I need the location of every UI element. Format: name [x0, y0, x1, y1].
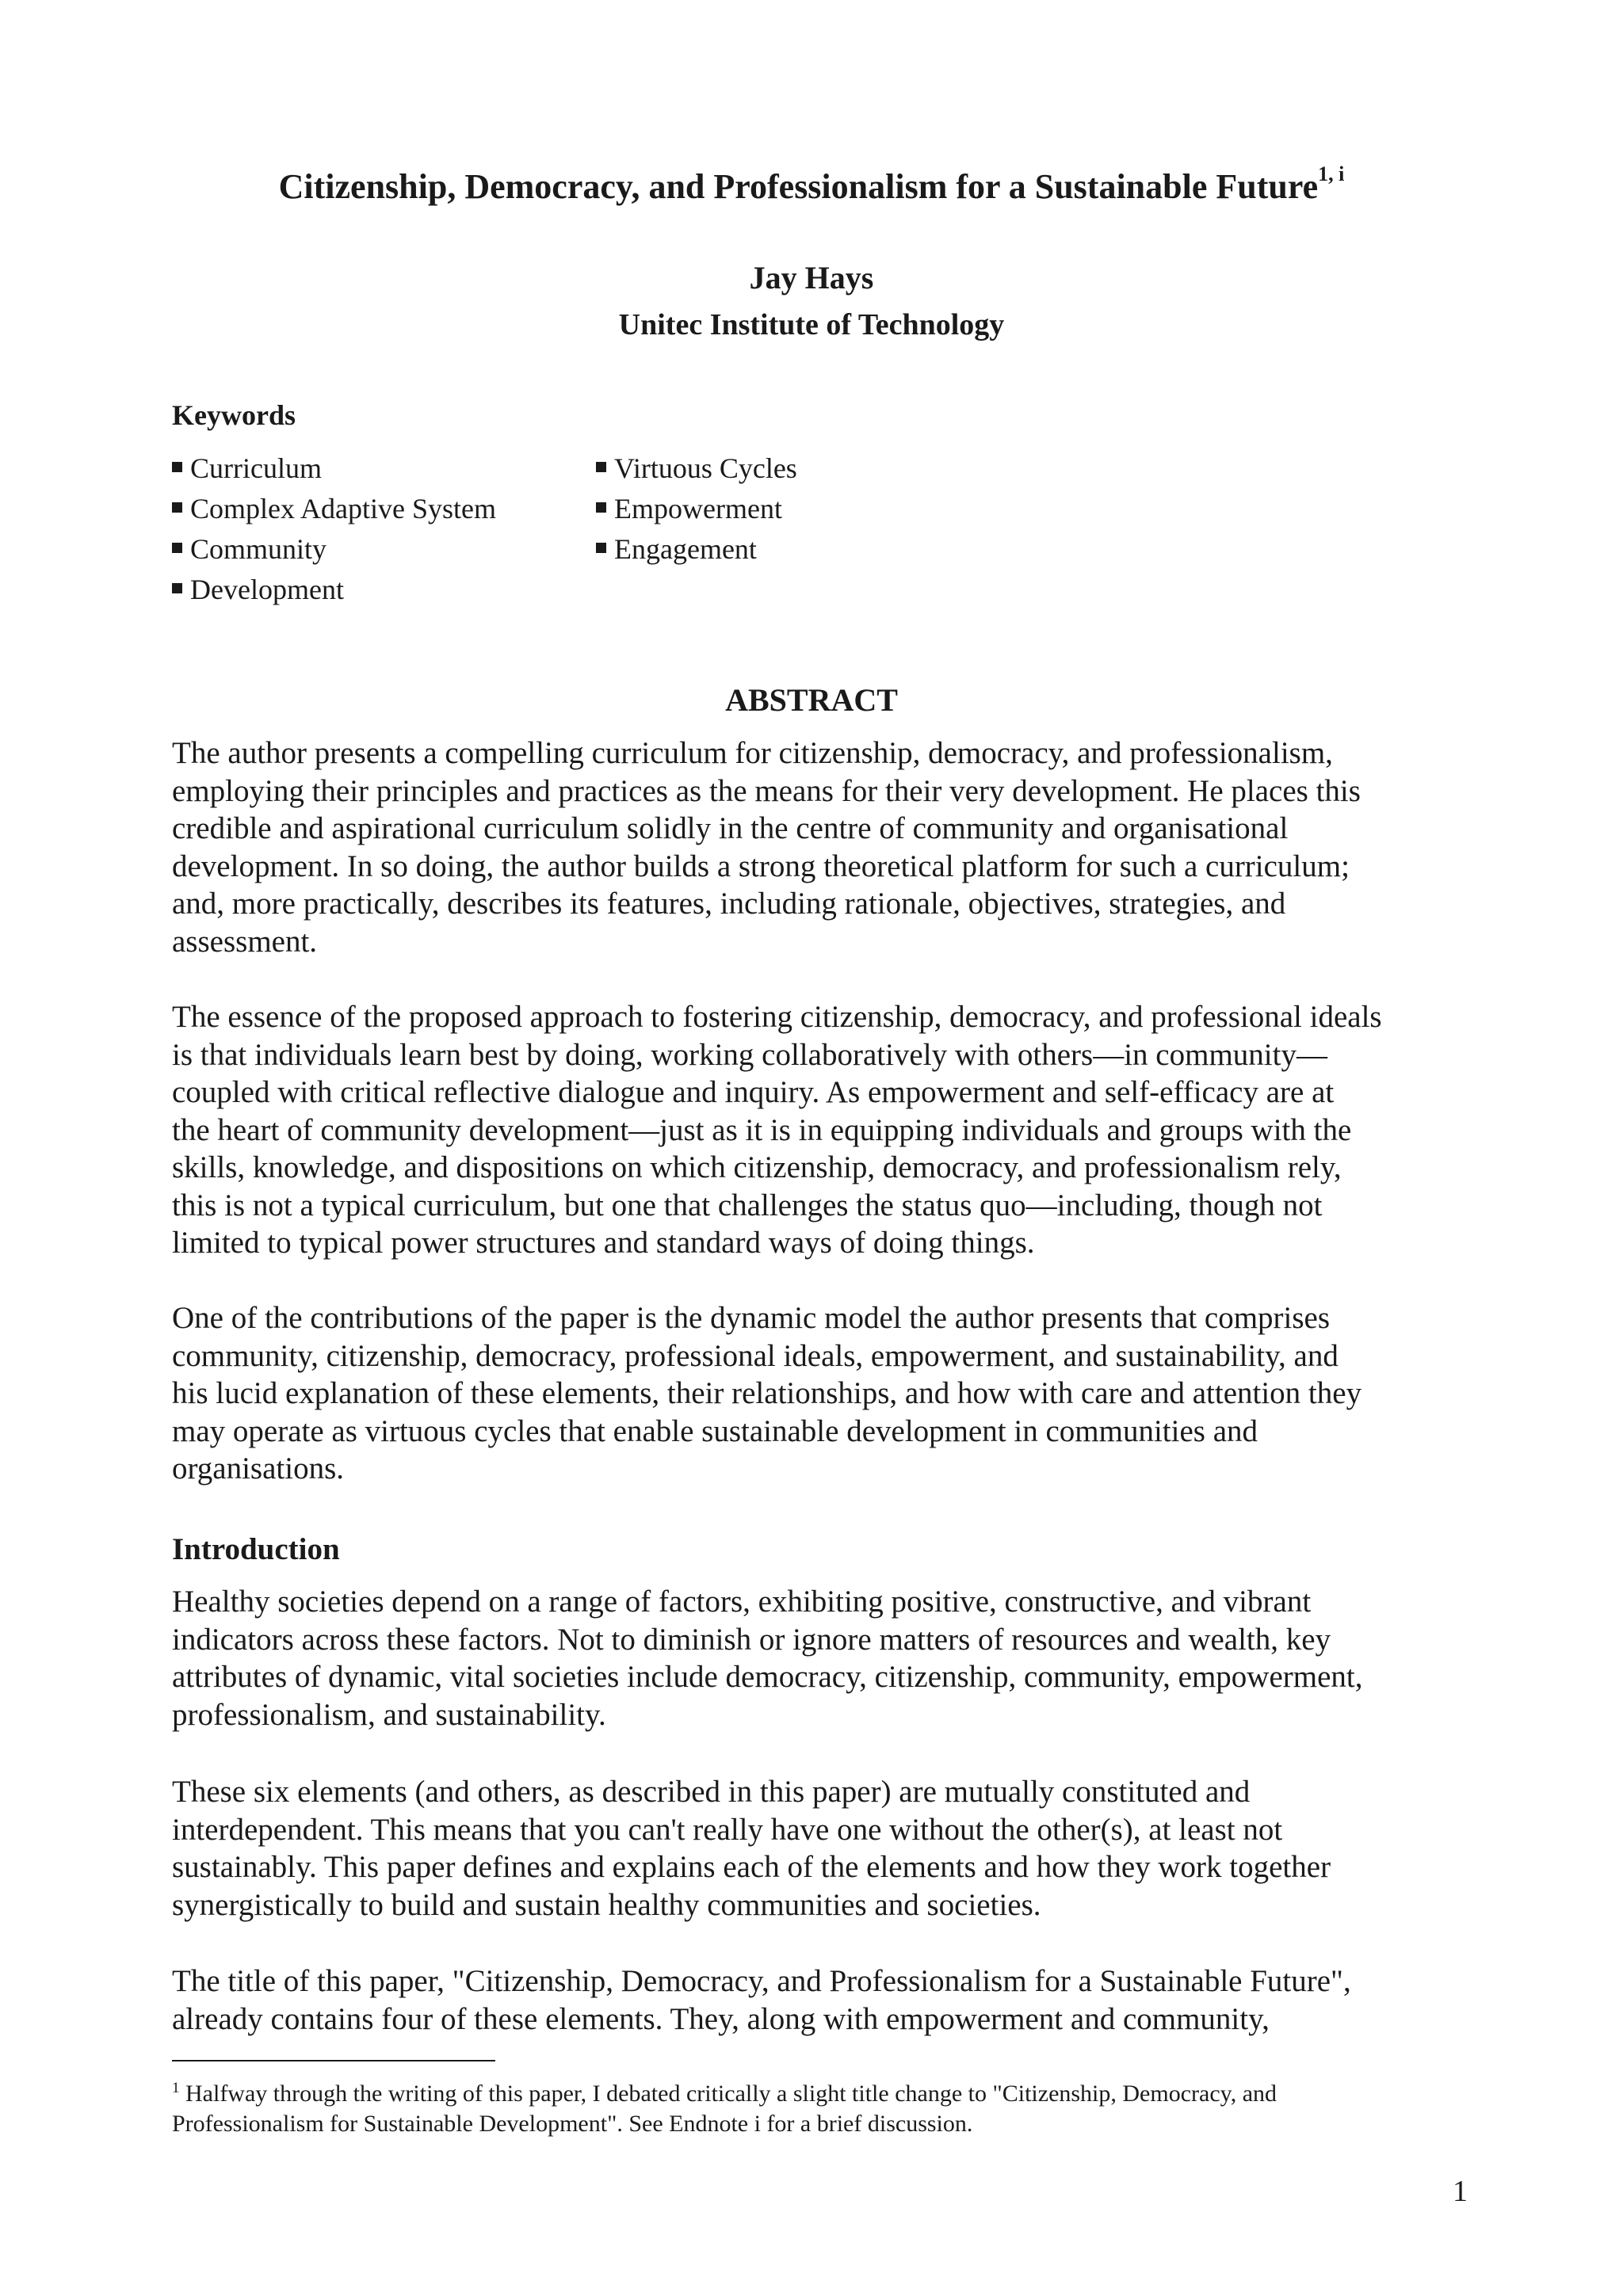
- keyword-item: Community: [172, 529, 496, 570]
- author-affiliation: Unitec Institute of Technology: [618, 308, 1005, 341]
- square-bullet-icon: [172, 462, 182, 472]
- page-number: 1: [1453, 2175, 1468, 2208]
- keyword-item: Virtuous Cycles: [596, 448, 797, 489]
- square-bullet-icon: [596, 502, 606, 513]
- footnote: $^1$ Halfway through the writing of this paper, I debated critically a slight title change to "Citizenship, Democracy, and Professionalism for Sustainable Development". See Endnote i for a brief discussion.: [172, 2080, 1277, 2137]
- introduction-paragraph-1: Healthy societies depend on a range of factors, exhibiting positive, constructive, and vibrant indicators across these factors. Not to diminish or ignore matters of resources and wealth, key attributes of dynamic, vital societies include democracy, citizenship, community, empowerment, professionalism, and sustainability.: [172, 1585, 1363, 1732]
- introduction-paragraph-3: The title of this paper, "Citizenship, Democracy, and Professionalism for a Sustainable Future", already contains four of these elements. They, along with empowerment and community,: [172, 1964, 1351, 2036]
- abstract-paragraph-3: One of the contributions of the paper is the dynamic model the author presents that comprises community, citizenship, democracy, professional ideals, empowerment, and sustainability, and his lucid explanation of these elements, their relationships, and how with care and attention they may operate as virtuous cycles that enable sustainable development in communities and organisations.: [172, 1301, 1362, 1486]
- abstract-heading: ABSTRACT: [725, 682, 898, 718]
- keyword-item: Engagement: [596, 529, 797, 570]
- keywords-column-1: [172, 448, 496, 610]
- abstract-paragraph-1: The author presents a compelling curriculum for citizenship, democracy, and professionalism, employing their principles and practices as the means for their very development. He places this credible and aspirational curriculum solidly in the centre of community and organisational development. In so doing, the author builds a strong theoretical platform for such a curriculum; and, more practically, describes its features, including rationale, objectives, strategies, and assessment.: [172, 736, 1361, 959]
- title-note-refs[interactable]: 1, i: [1318, 162, 1345, 186]
- author-name: Jay Hays: [749, 260, 874, 296]
- keywords-heading: Keywords: [172, 399, 296, 431]
- keyword-item: Complex Adaptive System: [172, 489, 496, 529]
- square-bullet-icon: [172, 502, 182, 513]
- square-bullet-icon: [596, 543, 606, 553]
- square-bullet-icon: [172, 583, 182, 593]
- square-bullet-icon: [596, 462, 606, 472]
- introduction-paragraph-2: These six elements (and others, as described in this paper) are mutually constituted and interdependent. This means that you can't really have one without the other(s), at least not sustainably. This paper defines and explains each of the elements and how they work together synergistically to build and sustain healthy communities and societies.: [172, 1775, 1331, 1922]
- footnote-marker: 1: [172, 2080, 180, 2096]
- square-bullet-icon: [172, 543, 182, 553]
- abstract-paragraph-2: The essence of the proposed approach to fostering citizenship, democracy, and professional ideals is that individuals learn best by doing, working collaboratively with others—in community— coupled with critical reflective dialogue and inquiry. As empowerment and self-efficacy are at the heart of community development—just as it is in equipping individuals and groups with the skills, knowledge, and dispositions on which citizenship, democracy, and professionalism rely, this is not a typical curriculum, but one that challenges the status quo—including, though not limited to typical power structures and standard ways of doing things.: [172, 1000, 1382, 1260]
- footnote-separator: [172, 2060, 495, 2061]
- introduction-heading: Introduction: [172, 1532, 340, 1566]
- keyword-item: Curriculum: [172, 448, 496, 489]
- paper-title: Citizenship, Democracy, and Professionalism for a Sustainable Future$^{1, i}$: [278, 162, 1345, 206]
- keyword-item: Development: [172, 570, 496, 610]
- keyword-item: Empowerment: [596, 489, 797, 529]
- keywords-column-2: [596, 448, 797, 570]
